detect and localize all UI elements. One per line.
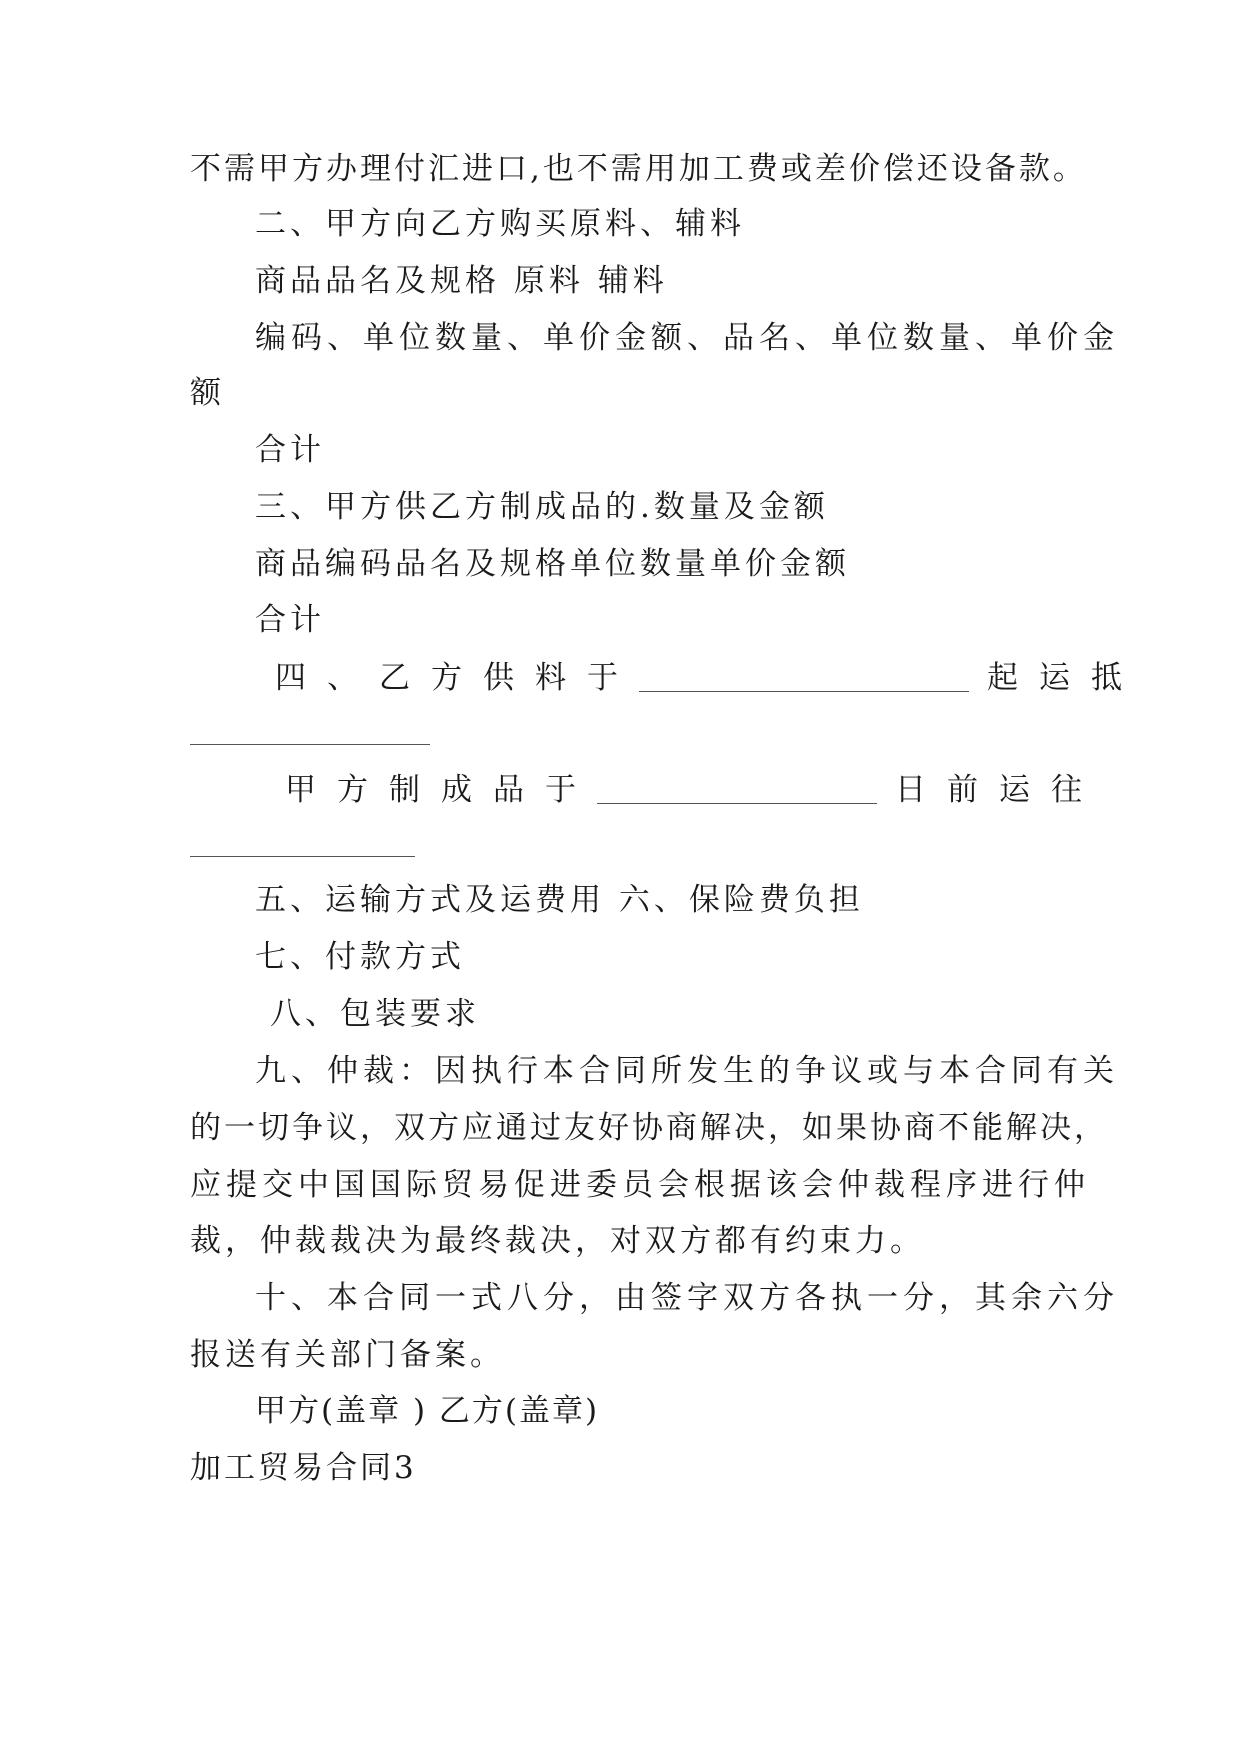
clause-2-columns-line1: 编码、单位数量、单价金额、品名、单位数量、单价金: [255, 320, 1119, 356]
blank-supply-destination[interactable]: [190, 744, 430, 745]
clause-3-table-header: 商品编码品名及规格单位数量单价金额: [255, 546, 850, 582]
clause-8-heading: 八、包装要求: [270, 996, 480, 1032]
clause-2-columns-line2: 额: [190, 375, 225, 411]
clause-5-6-heading: 五、运输方式及运费用 六、保险费负担: [255, 882, 864, 918]
paragraph-equipment-payment: 不需甲方办理付汇进口,也不需用加工费或差价偿还设备款。: [190, 151, 1087, 187]
clause-9-line2: 的一切争议，双方应通过友好协商解决，如果协商不能解决，: [190, 1110, 1108, 1146]
clause-10-line1: 十、本合同一式八分，由签字双方各执一分，其余六分: [255, 1280, 1119, 1316]
blank-supply-location[interactable]: [639, 661, 969, 692]
clause-4-product-text: 甲方制成品于: [285, 772, 597, 808]
clause-4-destination-text: 起运抵: [987, 660, 1143, 696]
blank-product-destination[interactable]: [190, 856, 415, 857]
clause-2-heading: 二、甲方向乙方购买原料、辅料: [255, 206, 745, 242]
clause-9-line4: 裁，仲裁裁决为最终裁决，对双方都有约束力。: [190, 1223, 925, 1259]
signature-line: 甲方(盖章 ) 乙方(盖章): [255, 1393, 600, 1429]
clause-4-supply-text: 四、乙方供料于: [275, 660, 639, 696]
blank-product-date[interactable]: [597, 773, 877, 804]
next-document-title: 加工贸易合同3: [190, 1450, 417, 1486]
clause-3-total: 合计: [255, 602, 325, 638]
clause-2-total: 合计: [255, 432, 325, 468]
clause-2-table-header: 商品品名及规格 原料 辅料: [255, 263, 668, 299]
clause-4-product-destination-text: 日前运往: [895, 772, 1103, 808]
clause-10-line2: 报送有关部门备案。: [190, 1337, 505, 1373]
clause-7-heading: 七、付款方式: [255, 939, 465, 975]
clause-9-line1: 九、仲裁：因执行本合同所发生的争议或与本合同有关: [255, 1053, 1119, 1089]
clause-9-line3: 应提交中国国际贸易促进委员会根据该会仲裁程序进行仲: [190, 1167, 1090, 1203]
clause-4-product-line: [285, 770, 1103, 810]
clause-3-heading: 三、甲方供乙方制成品的.数量及金额: [255, 489, 829, 525]
clause-4-supply-line: [275, 658, 1143, 698]
